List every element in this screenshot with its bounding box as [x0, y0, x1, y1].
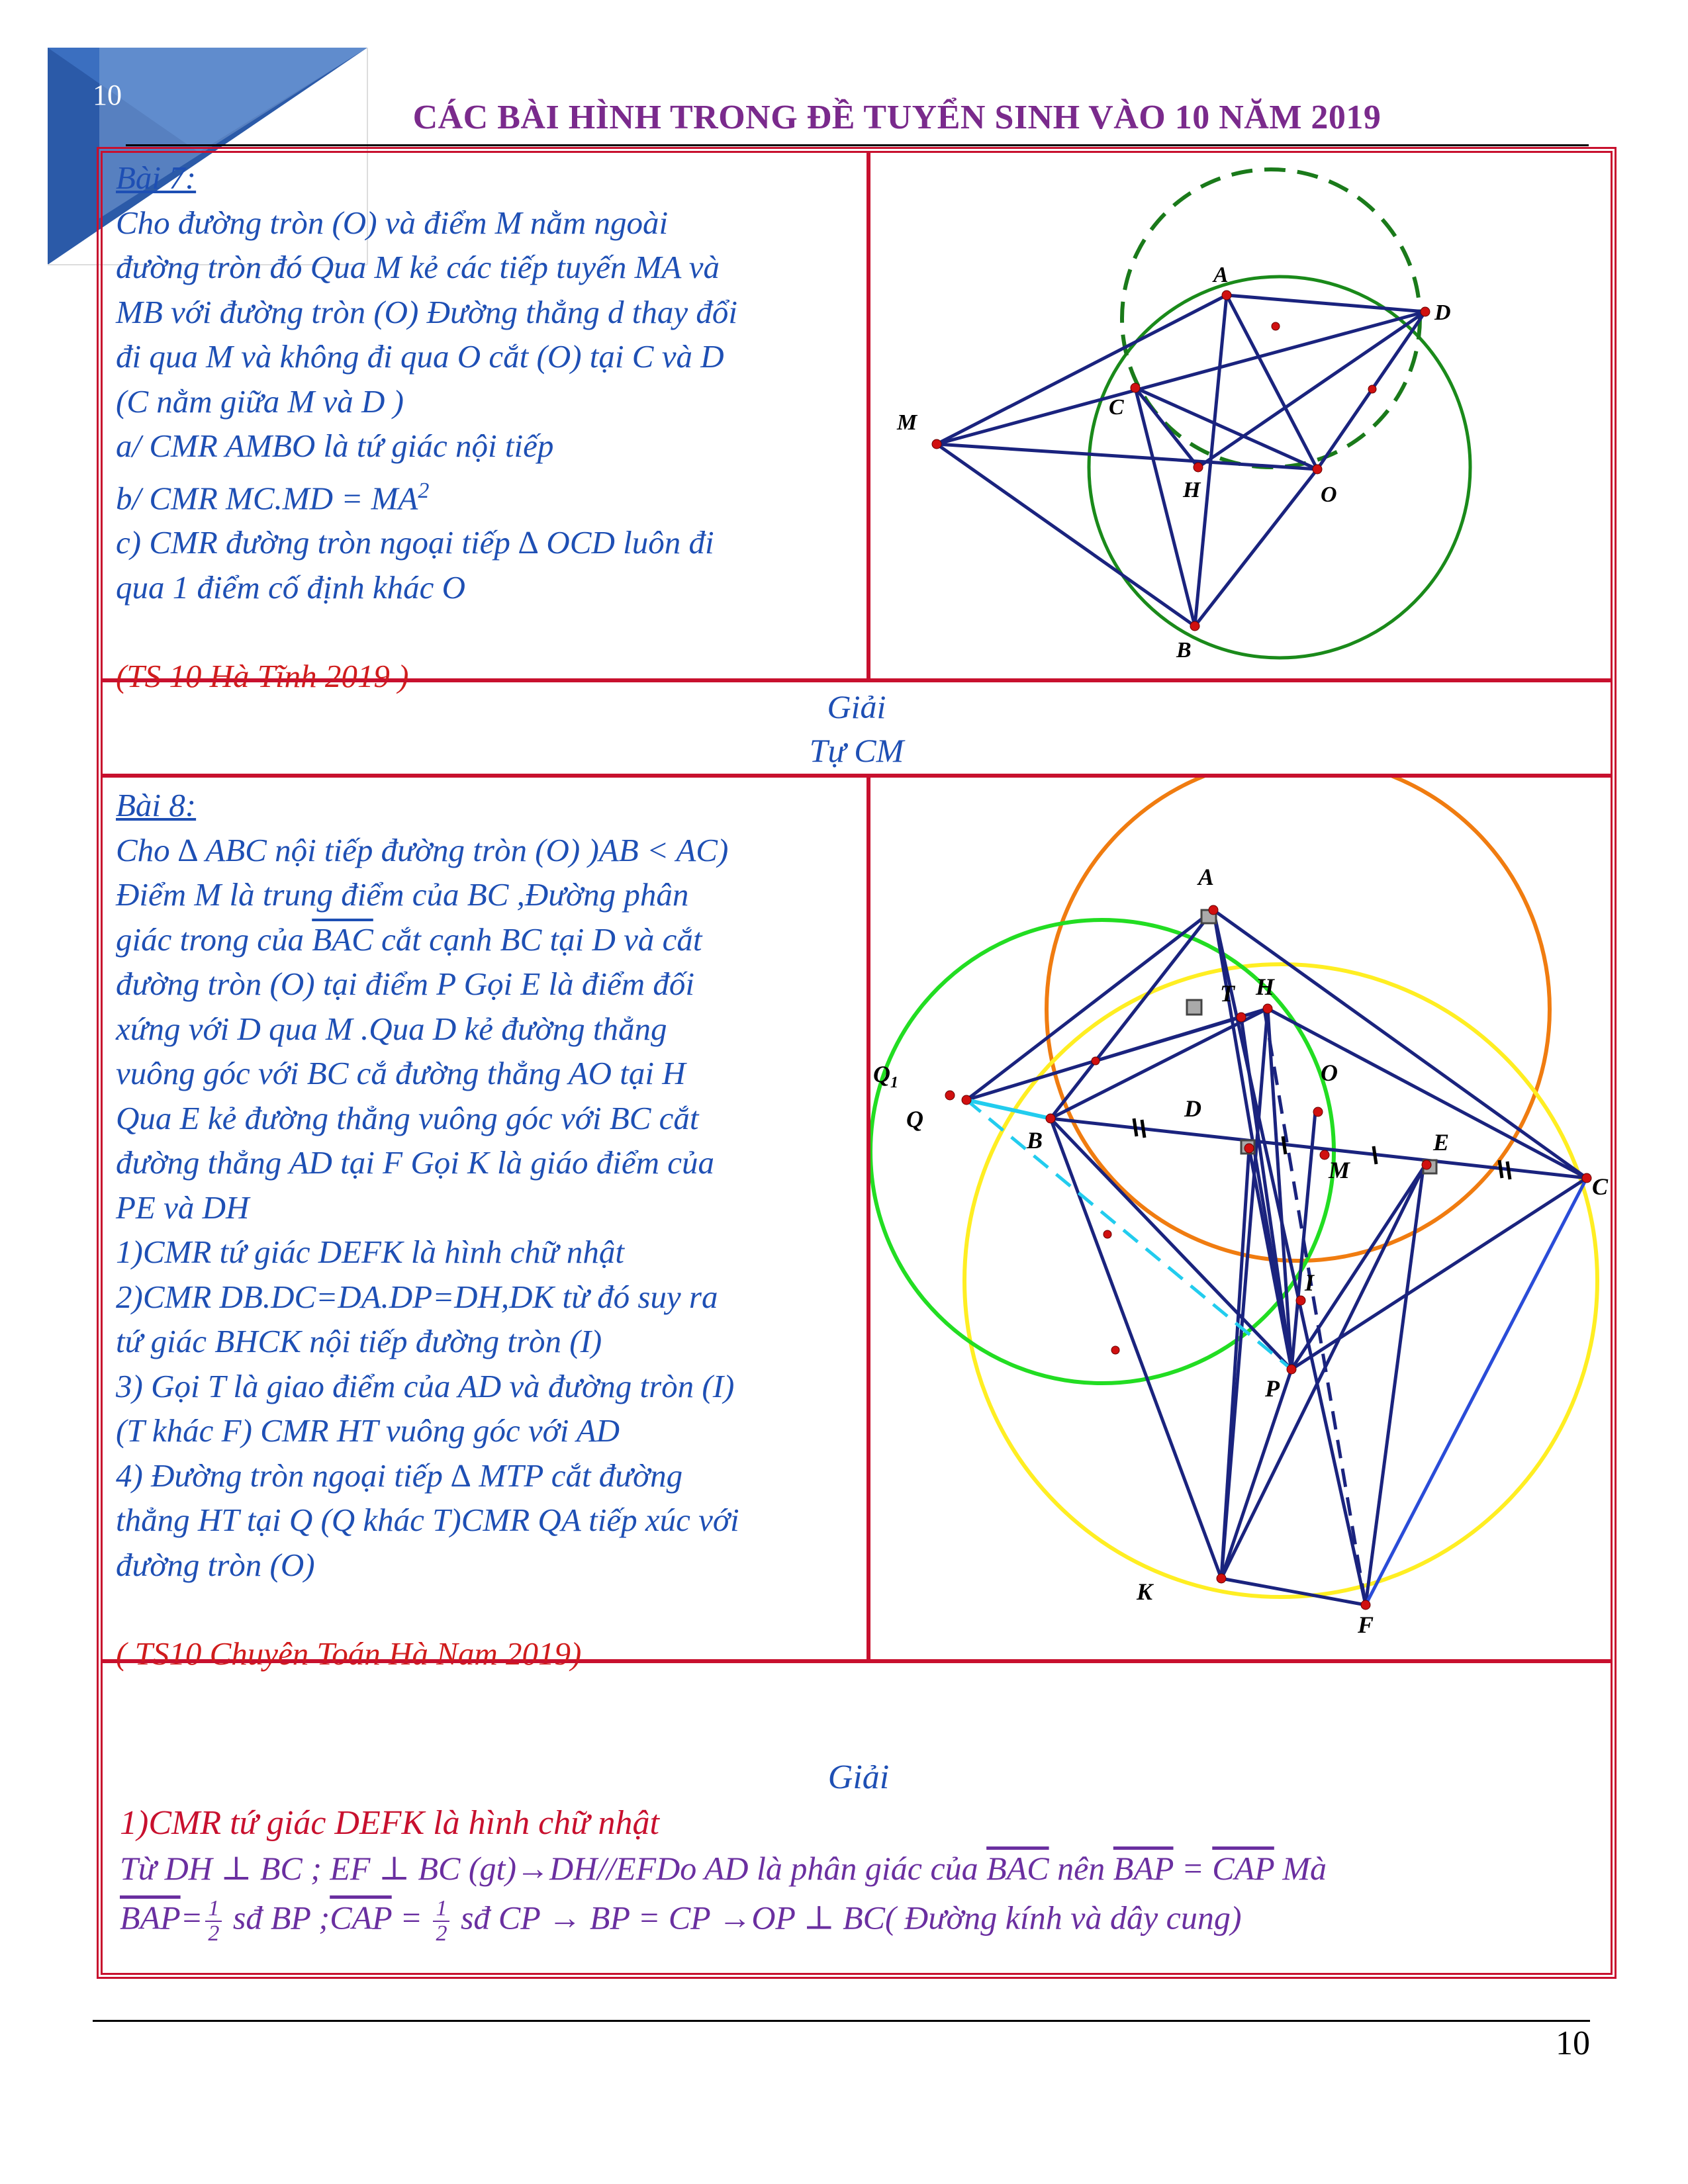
problem8-line: tứ giác BHCK nội tiếp đường tròn (I) [116, 1323, 602, 1359]
fig8-label-E: E [1433, 1129, 1450, 1156]
problem8-line: Điểm M là trung điểm của BC ,Đường phân [116, 876, 689, 913]
problem8-line: (T khác F) CMR HT vuông góc với AD [116, 1412, 620, 1449]
problem7-line: a/ CMR AMBO là tứ giác nội tiếp [116, 428, 554, 464]
fig7-label-A: A [1213, 263, 1229, 287]
problem8-line: đường thẳng AD tại F Gọi K là giáo điểm của [116, 1144, 714, 1181]
angle-bap: $\overline{BAP}$ [1113, 1850, 1174, 1887]
problem8-line-angle [116, 917, 864, 962]
fig8-label-P: P [1265, 1375, 1280, 1402]
fig7-label-C: C [1109, 395, 1124, 420]
fig7-label-B: B [1176, 638, 1192, 662]
fig8-label-A: A [1198, 864, 1215, 890]
solution8-line2 [120, 1897, 1597, 1946]
fraction-half: $\frac{1}{2}$ [205, 1897, 222, 1946]
problem7-line: b/ CMR MC.MD = MA [116, 479, 418, 516]
problem8-line: 4) Đường tròn ngoại tiếp ∆ MTP cắt đường [116, 1457, 683, 1494]
solution8-text: = [180, 1899, 203, 1936]
solution8-text: sđ BP ; [224, 1899, 330, 1936]
fig8-label-H: H [1256, 974, 1275, 1000]
solution7-title: Giải [827, 688, 886, 725]
solution8-text: Mà [1274, 1850, 1327, 1887]
solution8-text: sđ CP → BP = CP →OP ⊥ BC( Đường kính và dây cung) [452, 1899, 1242, 1936]
solution8-text: nên [1049, 1850, 1113, 1887]
problem8-line: thẳng HT tại Q (Q khác T)CMR QA tiếp xúc với [116, 1502, 739, 1538]
fraction-half: $\frac{1}{2}$ [433, 1897, 449, 1946]
solution8-text: Từ DH ⊥ BC ; EF ⊥ BC (gt)→DH//EFDo AD là phân giác của [120, 1850, 987, 1887]
fig7-label-D: D [1434, 300, 1451, 325]
fig8-label-C: C [1592, 1173, 1609, 1200]
problem7-line: đi qua M và không đi qua O cắt (O) tại C và D [116, 338, 724, 375]
problem8-line: 3) Gọi T là giao điểm của AD và đường tròn (I) [116, 1367, 735, 1404]
fig8-label-D: D [1184, 1095, 1201, 1122]
footer-page-number: 10 [1556, 2025, 1590, 2062]
fig8-label-Q1: $Q_1$ [873, 1061, 898, 1091]
fig7-label-M: M [897, 410, 917, 435]
problem8-line: 1)CMR tứ giác DEFK là hình chữ nhật [116, 1234, 624, 1270]
problem8-line: vuông góc với BC cắ đường thẳng AO tại H [116, 1055, 686, 1091]
fig8-label-I: I [1305, 1269, 1315, 1296]
problem8-figure-cell [868, 776, 1613, 1661]
fig8-label-T: T [1220, 980, 1235, 1007]
fig7-label-H: H [1183, 478, 1201, 502]
solution8-title: Giải [827, 1758, 890, 1796]
problem7-line: c) CMR đường tròn ngoại tiếp ∆ OCD luôn đi [116, 524, 714, 561]
problem8-source: ( TS10 Chuyên Toán Hà Nam 2019) [116, 1635, 582, 1672]
page-title: CÁC BÀI HÌNH TRONG ĐỀ TUYỂN SINH VÀO 10 NĂM 2019 [412, 99, 1382, 136]
fig8-label-B: B [1027, 1127, 1043, 1154]
problem8-line: cắt cạnh BC tại D và cắt [373, 921, 702, 958]
power-exponent: 2 [418, 478, 430, 503]
solution8-text: = [1173, 1850, 1213, 1887]
problem7-line: (C nằm giữa M và D ) [116, 383, 404, 420]
angle-cap: $\overline{CAP}$ [1212, 1850, 1274, 1887]
problem8-line: Qua E kẻ đường thẳng vuông góc với BC cắt [116, 1099, 699, 1136]
solution8-subtitle: 1)CMR tứ giác DEFK là hình chữ nhật [120, 1804, 659, 1842]
problem7-text-cell [101, 151, 868, 695]
problem7-heading: Bài 7: [116, 159, 197, 196]
problem7-source: (TS 10 Hà Tĩnh 2019 ) [116, 658, 409, 695]
fig8-label-Q: Q [906, 1106, 923, 1132]
problem7-figure [870, 153, 1611, 678]
problem7-line: Cho đường tròn (O) và điểm M nằm ngoài [116, 204, 669, 241]
problem8-line: đường tròn (O) [116, 1546, 315, 1583]
problem8-heading: Bài 8: [116, 787, 197, 823]
solution8-text: = [391, 1899, 431, 1936]
problem8-line: Cho ∆ ABC nội tiếp đường tròn (O) )AB < AC) [116, 831, 729, 868]
problem7-figure-cell [868, 151, 1613, 680]
fig8-label-M: M [1329, 1157, 1350, 1183]
problem7-line: qua 1 điểm cố định khác O [116, 569, 465, 606]
header-page-number: 10 [93, 79, 122, 111]
problem8-line: giác trong của [116, 921, 312, 958]
angle-cap: $\overline{CAP}$ [330, 1899, 392, 1936]
problem8-line: đường tròn (O) tại điểm P Gọi E là điểm đối [116, 966, 695, 1002]
problem7-line: MB với đường tròn (O) Đường thẳng d thay đổi [116, 293, 737, 330]
fig8-label-O: O [1321, 1060, 1338, 1086]
title-rule [126, 144, 1589, 146]
angle-bac: $\overline{BAC}$ [312, 921, 373, 958]
fig8-label-F: F [1358, 1612, 1374, 1638]
problem7-line-b [116, 469, 864, 521]
problem7-line: đường tròn đó Qua M kẻ các tiếp tuyến MA và [116, 249, 720, 285]
problem8-text-cell [101, 776, 868, 1672]
problem8-line: 2)CMR DB.DC=DA.DP=DH,DK từ đó suy ra [116, 1278, 718, 1315]
solution8-cell [101, 1661, 1613, 1975]
solution7-text: Tự CM [809, 732, 904, 769]
problem8-figure [870, 778, 1611, 1659]
problem8-line: xứng với D qua M .Qua D kẻ đường thẳng [116, 1010, 667, 1047]
angle-bac: $\overline{BAC}$ [986, 1850, 1049, 1887]
fig7-label-O: O [1321, 482, 1337, 507]
solution8-line1 [120, 1849, 1597, 1888]
solution7-cell [101, 680, 1613, 776]
fig8-label-K: K [1137, 1578, 1153, 1605]
footer-rule [93, 2020, 1590, 2022]
angle-bap: $\overline{BAP}$ [120, 1899, 181, 1936]
problem8-line: PE và DH [116, 1189, 250, 1226]
